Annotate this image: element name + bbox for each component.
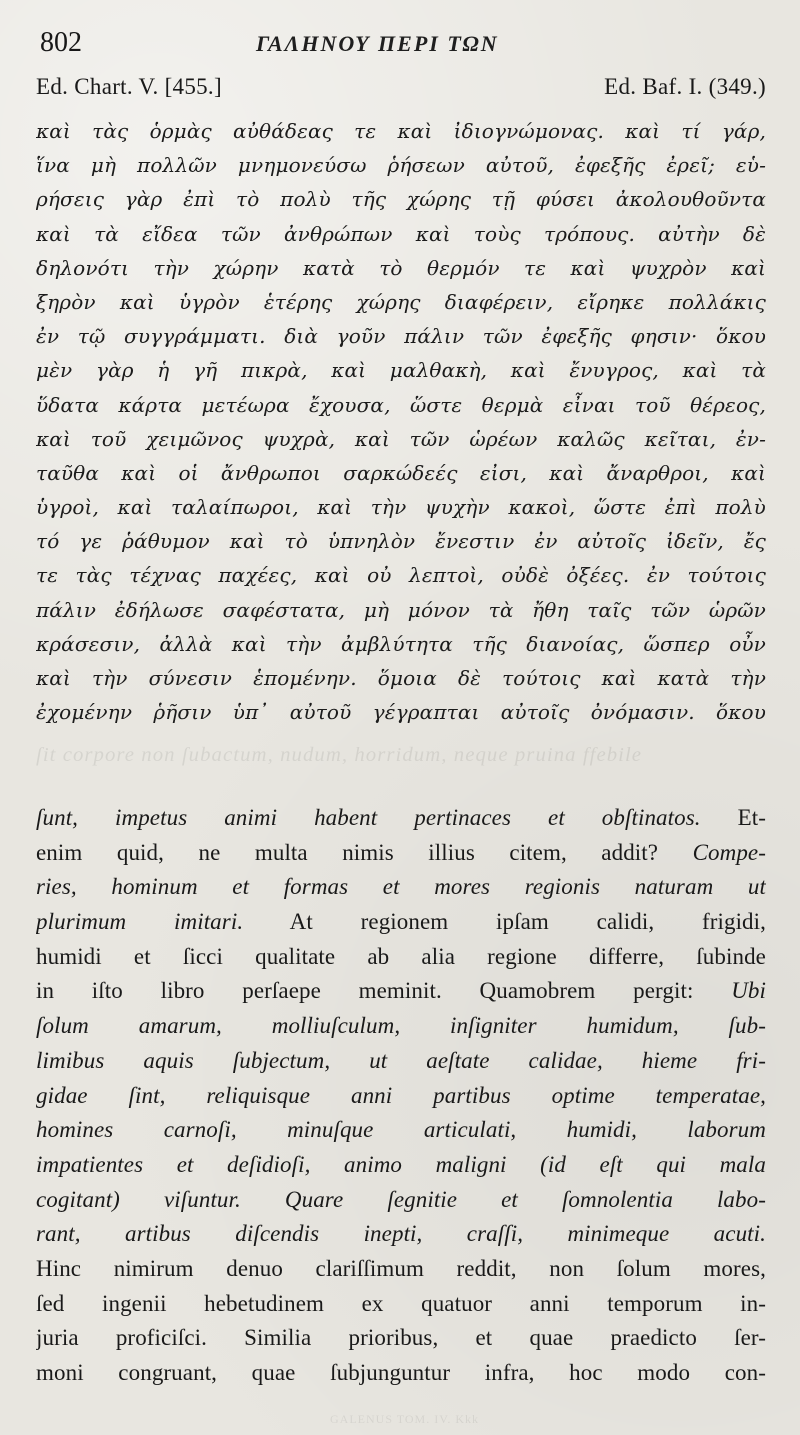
latin-line [36, 801, 766, 836]
latin-line [36, 940, 766, 975]
latin-roman-segment: Hinc nimirum denuo clariſſimum reddit, non ſolum mores, [36, 1255, 766, 1281]
page-number: 802 [40, 27, 82, 58]
greek-line: καὶ τὴν σύνεσιν ἑπομένην. ὅμοια δὲ τούτοις καὶ κατὰ τὴν [36, 666, 766, 690]
latin-line [36, 1079, 766, 1114]
latin-line [36, 1183, 766, 1218]
latin-line [36, 1044, 766, 1079]
greek-line: τε τὰς τέχνας παχέες, καὶ οὐ λεπτοὶ, οὐδὲ ὀξέες. ἐν τούτοις [36, 563, 766, 588]
latin-text-block [36, 801, 766, 1391]
edition-reference-line [36, 74, 766, 104]
latin-line [36, 1321, 766, 1356]
latin-line [36, 905, 766, 940]
edition-left: Ed. Chart. V. [455.] [36, 74, 222, 99]
latin-line [36, 1113, 766, 1148]
latin-italic-segment: homines carnoſi, minuſque articulati, humidi, laborum [36, 1117, 766, 1143]
latin-line [36, 1217, 766, 1252]
greek-line: πάλιν ἐδήλωσε σαφέστατα, μὴ μόνον τὰ ἤθη ταῖς τῶν ὡρῶν [36, 597, 766, 622]
latin-line [36, 1009, 766, 1044]
latin-roman-segment: humidi et ſicci qualitate ab alia regione differre, ſubinde [36, 943, 766, 969]
greek-line: ἐν τῷ συγγράμματι. διὰ γοῦν πάλιν τῶν ἐφεξῆς φησιν· ὅκου [36, 324, 766, 349]
latin-italic-segment: limibus aquis ſubjectum, ut aeſtate calidae, hieme fri- [36, 1047, 766, 1073]
greek-line: δηλονότι τὴν χώρην κατὰ τὸ θερμόν τε καὶ ψυχρὸν καὶ [36, 255, 766, 280]
latin-italic-segment: ſolum amarum, molliuſculum, inſigniter humidum, ſub- [36, 1013, 766, 1039]
latin-line [36, 1252, 766, 1287]
greek-line: καὶ τοῦ χειμῶνος ψυχρὰ, καὶ τῶν ὡρέων καλῶς κεῖται, ἐν- [36, 426, 766, 451]
latin-roman-segment: moni congruant, quae ſubjunguntur infra, hoc modo con- [36, 1360, 766, 1385]
greek-line: κράσεσιν, ἀλλὰ καὶ τὴν ἀμβλύτητα τῆς διανοίας, ὥσπερ οὖν [36, 631, 766, 656]
running-head: ΓΑΛΗΝΟΥ ΠΕΡΙ ΤΩΝ [256, 31, 499, 56]
greek-line: τό γε ῥάθυμον καὶ τὸ ὑπνηλὸν ἔνεστιν ἐν αὐτοῖς ἰδεῖν, ἔς [36, 529, 766, 554]
latin-roman-segment: juria proficiſci. Similia prioribus, et quae praedicto ſer- [36, 1325, 766, 1351]
greek-line: καὶ τὰ εἴδεα τῶν ἀνθρώπων καὶ τοὺς τρόπους. αὐτὴν δὲ [36, 221, 766, 246]
greek-line: ὕδατα κάρτα μετέωρα ἔχουσα, ὥστε θερμὰ εἶναι τοῦ θέρεος, [36, 392, 766, 417]
latin-italic-segment: Compe- [692, 839, 766, 865]
latin-italic-segment: plurimum imitari. [36, 909, 244, 935]
latin-line [36, 1356, 766, 1391]
latin-italic-segment: impatientes et deſidioſi, animo maligni (id eſt qui mala [36, 1151, 766, 1177]
greek-line: ὑγροὶ, καὶ ταλαίπωροι, καὶ τὴν ψυχὴν κακοὶ, ὥστε ἐπὶ πολὺ [36, 495, 766, 520]
latin-italic-segment: Ubi [731, 978, 766, 1004]
greek-line: ταῦθα καὶ οἱ ἄνθρωποι σαρκώδεές εἰσι, καὶ ἄναρθροι, καὶ [36, 460, 766, 485]
latin-line [36, 870, 766, 905]
latin-italic-segment: cogitant) viſuntur. Quare ſegnitie et ſomnolentia labo- [36, 1186, 766, 1212]
greek-line: μὲν γὰρ ἡ γῆ πικρὰ, καὶ μαλθακὴ, καὶ ἔνυγρος, καὶ τὰ [36, 358, 766, 383]
latin-roman-segment: in iſto libro perſaepe meminit. Quamobrem pergit: [36, 978, 732, 1004]
latin-roman-segment: At regionem ipſam calidi, frigidi, [243, 909, 766, 935]
show-through-footer: GALENUS TOM. IV. Kkk [330, 1412, 480, 1426]
latin-line [36, 1287, 766, 1322]
greek-text-block [36, 114, 766, 729]
latin-italic-segment: ſunt, impetus animi habent pertinaces et obſtinatos. [36, 805, 701, 830]
latin-italic-segment: gidae ſint, reliquisque anni partibus optime temperatae, [36, 1082, 766, 1108]
latin-line [36, 1148, 766, 1183]
latin-roman-segment: Et- [700, 805, 766, 830]
page-header [40, 29, 770, 61]
latin-italic-segment: ries, hominum et formas et mores regionis naturam ut [36, 874, 766, 900]
greek-line: ρήσεις γὰρ ἐπὶ τὸ πολὺ τῆς χώρης τῇ φύσει ἀκολουθοῦντα [36, 187, 766, 212]
greek-line: ἵνα μὴ πολλῶν μνημονεύσω ῥήσεων αὐτοῦ, ἐφεξῆς ἐρεῖ; εὑ- [36, 153, 766, 178]
edition-right: Ed. Baf. I. (349.) [604, 74, 766, 99]
greek-line: καὶ τὰς ὁρμὰς αὐθάδεας τε καὶ ἰδιογνώμονας. καὶ τί γάρ, [36, 119, 766, 143]
greek-line: ξηρὸν καὶ ὑγρὸν ἑτέρης χώρης διαφέρειν, εἴρηκε πολλάκις [36, 289, 766, 314]
show-through-text: ſit corpore non ſubactum, nudum, horridum, neque pruina ffebile [36, 744, 643, 766]
latin-line [36, 836, 766, 871]
latin-line [36, 974, 766, 1009]
latin-roman-segment: ſed ingenii hebetudinem ex quatuor anni temporum in- [36, 1290, 766, 1316]
latin-italic-segment: rant, artibus diſcendis inepti, craſſi, minimeque acuti. [36, 1221, 766, 1247]
latin-roman-segment: enim quid, ne multa nimis illius citem, addit? [36, 839, 693, 865]
greek-line: ἐχομένην ῥῆσιν ὑπ᾽ αὐτοῦ γέγραπται αὐτοῖς ὀνόμασιν. ὅκου [36, 700, 766, 725]
